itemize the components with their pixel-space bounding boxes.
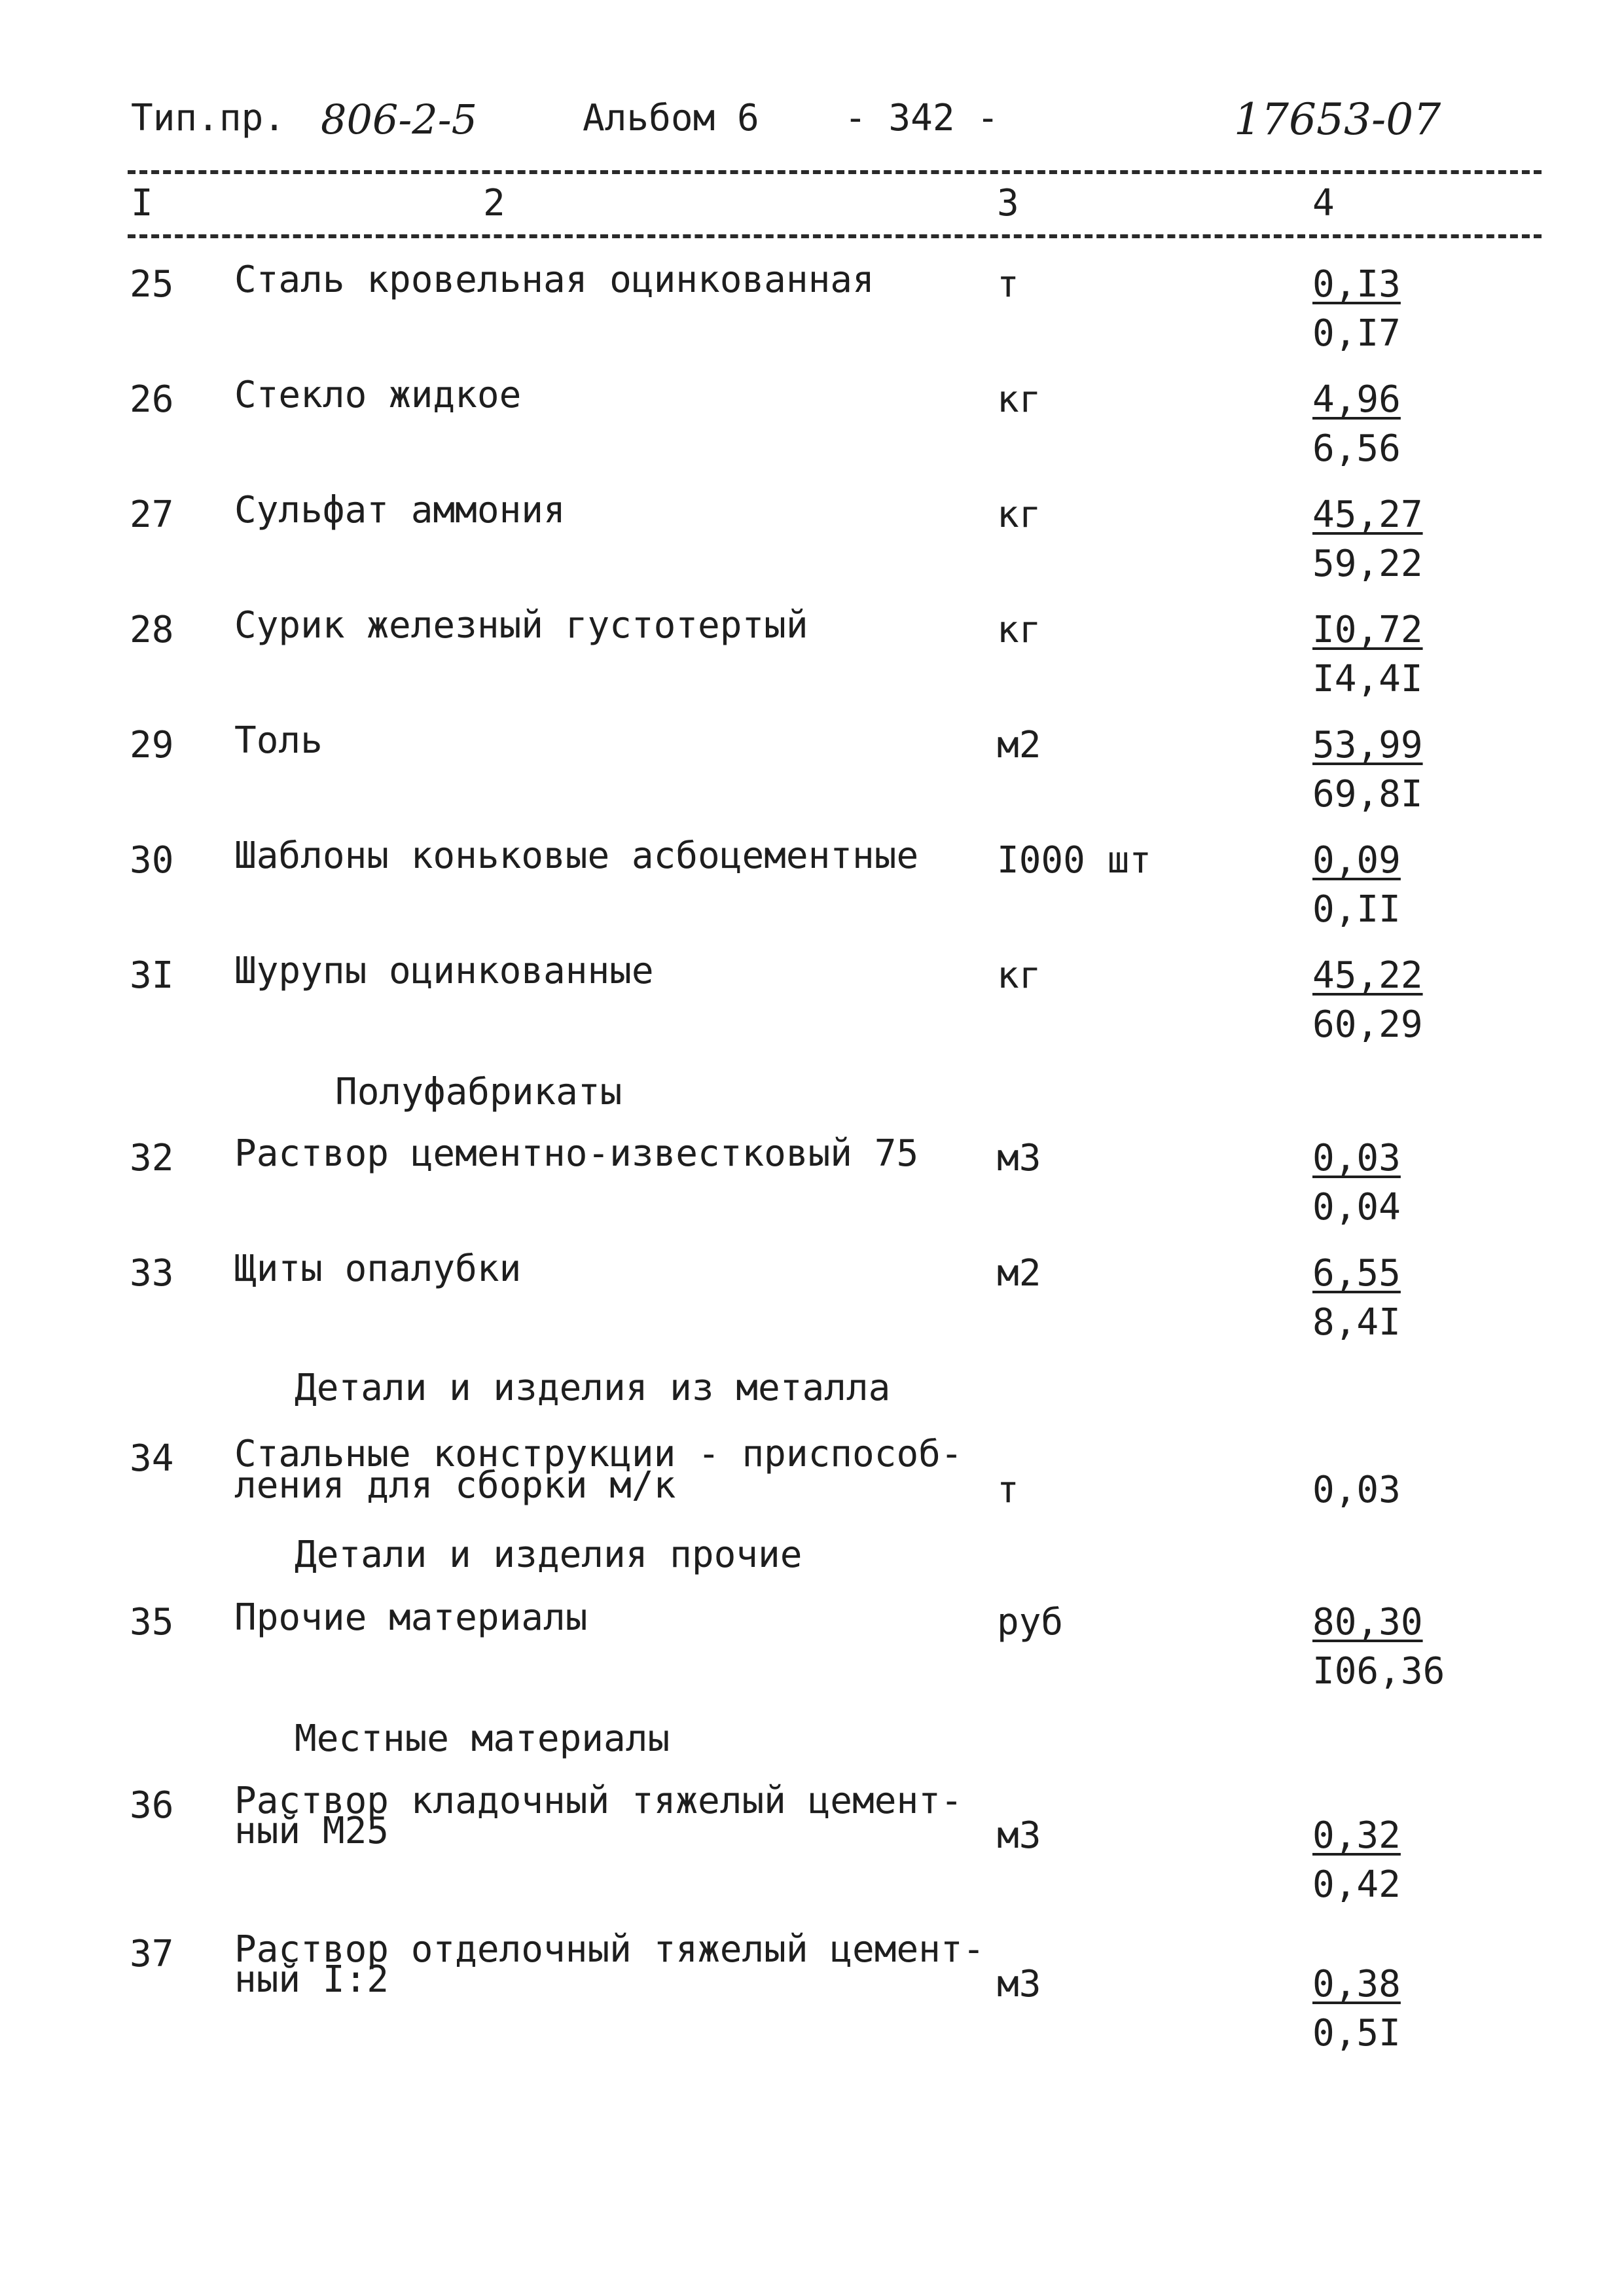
row-number: 33 (130, 1252, 174, 1295)
row-value-bottom: 0,II (1312, 888, 1401, 931)
col-header-2: 2 (483, 182, 505, 225)
row-unit: I000 шт (997, 839, 1152, 882)
row-value-top: 0,38 (1312, 1963, 1401, 2005)
row-unit: кг (997, 378, 1041, 421)
header-rule-bottom (128, 234, 1542, 238)
row-name: Раствор цементно-известковый 75 (234, 1132, 919, 1175)
row-number: 27 (130, 494, 174, 536)
row-name: Сталь кровельная оцинкованная (234, 259, 875, 301)
row-unit: кг (997, 494, 1041, 536)
row-name: Толь (234, 719, 323, 762)
album-label: Альбом 6 (583, 97, 759, 139)
row-number: 25 (130, 263, 174, 306)
row-value-top: 45,22 (1312, 954, 1423, 997)
row-value-top: 6,55 (1312, 1252, 1401, 1295)
section-heading-metal: Детали и изделия из металла (295, 1367, 891, 1409)
row-value-bottom: I4,4I (1312, 658, 1423, 700)
row-value-top: 0,03 (1312, 1137, 1401, 1179)
row-number: 26 (130, 378, 174, 421)
row-number: 35 (130, 1601, 174, 1643)
row-unit: руб (997, 1601, 1064, 1643)
row-value-bottom: I06,36 (1312, 1650, 1445, 1693)
section-heading-local: Местные материалы (295, 1717, 670, 1760)
row-number: 37 (130, 1933, 174, 1975)
page-number: - 342 - (844, 97, 1000, 139)
row-value: 0,03 (1312, 1469, 1401, 1511)
row-unit: м3 (997, 1963, 1041, 2005)
row-name: Стекло жидкое (234, 374, 522, 416)
row-value-bottom: 59,22 (1312, 543, 1423, 585)
row-name-line1: Стальные конструкции - приспособ- (234, 1433, 963, 1475)
row-number: 36 (130, 1784, 174, 1827)
type-number: 806-2-5 (321, 96, 478, 143)
row-unit: т (997, 1469, 1019, 1511)
row-name: Прочие материалы (234, 1596, 588, 1639)
row-number: 34 (130, 1437, 174, 1480)
row-name: Сульфат аммония (234, 489, 566, 531)
row-value-bottom: 0,I7 (1312, 312, 1401, 355)
row-name-line2: ления для сборки м/к (234, 1464, 676, 1507)
row-value-bottom: 60,29 (1312, 1003, 1423, 1046)
row-value-bottom: 0,42 (1312, 1863, 1401, 1906)
row-name-line1: Раствор кладочный тяжелый цемент- (234, 1780, 963, 1822)
section-heading-other: Детали и изделия прочие (295, 1534, 803, 1576)
row-name: Шаблоны коньковые асбоцементные (234, 835, 919, 877)
col-header-1: I (131, 182, 153, 225)
row-value-bottom: 0,04 (1312, 1186, 1401, 1229)
header-rule-top (128, 170, 1542, 174)
row-number: 30 (130, 839, 174, 882)
col-header-4: 4 (1312, 182, 1335, 225)
row-value-bottom: 69,8I (1312, 773, 1423, 816)
row-value-top: 45,27 (1312, 494, 1423, 536)
row-unit: т (997, 263, 1019, 306)
row-value-top: 0,I3 (1312, 263, 1401, 306)
row-value-bottom: 8,4I (1312, 1301, 1401, 1344)
row-unit: м2 (997, 724, 1041, 766)
row-unit: м3 (997, 1814, 1041, 1857)
row-name: Шурупы оцинкованные (234, 950, 654, 992)
section-heading-semi: Полуфабрикаты (335, 1071, 623, 1113)
row-unit: кг (997, 954, 1041, 997)
row-number: 29 (130, 724, 174, 766)
row-value-top: I0,72 (1312, 609, 1423, 651)
row-number: 28 (130, 609, 174, 651)
row-unit: м3 (997, 1137, 1041, 1179)
row-name-line2: ный I:2 (234, 1958, 389, 2001)
row-value-bottom: 0,5I (1312, 2012, 1401, 2055)
row-number: 32 (130, 1137, 174, 1179)
row-name: Сурик железный густотертый (234, 604, 808, 647)
row-number: 3I (130, 954, 174, 997)
row-value-top: 0,32 (1312, 1814, 1401, 1857)
row-value-top: 80,30 (1312, 1601, 1423, 1643)
doc-number: 17653-07 (1234, 94, 1441, 145)
row-name-line1: Раствор отделочный тяжелый цемент- (234, 1928, 985, 1971)
row-value-top: 4,96 (1312, 378, 1401, 421)
type-label: Тип.пр. (131, 97, 286, 139)
row-name: Щиты опалубки (234, 1248, 522, 1290)
row-name-line2: ный М25 (234, 1810, 389, 1852)
row-unit: кг (997, 609, 1041, 651)
row-value-top: 0,09 (1312, 839, 1401, 882)
row-unit: м2 (997, 1252, 1041, 1295)
row-value-top: 53,99 (1312, 724, 1423, 766)
col-header-3: 3 (997, 182, 1019, 225)
row-value-bottom: 6,56 (1312, 427, 1401, 470)
